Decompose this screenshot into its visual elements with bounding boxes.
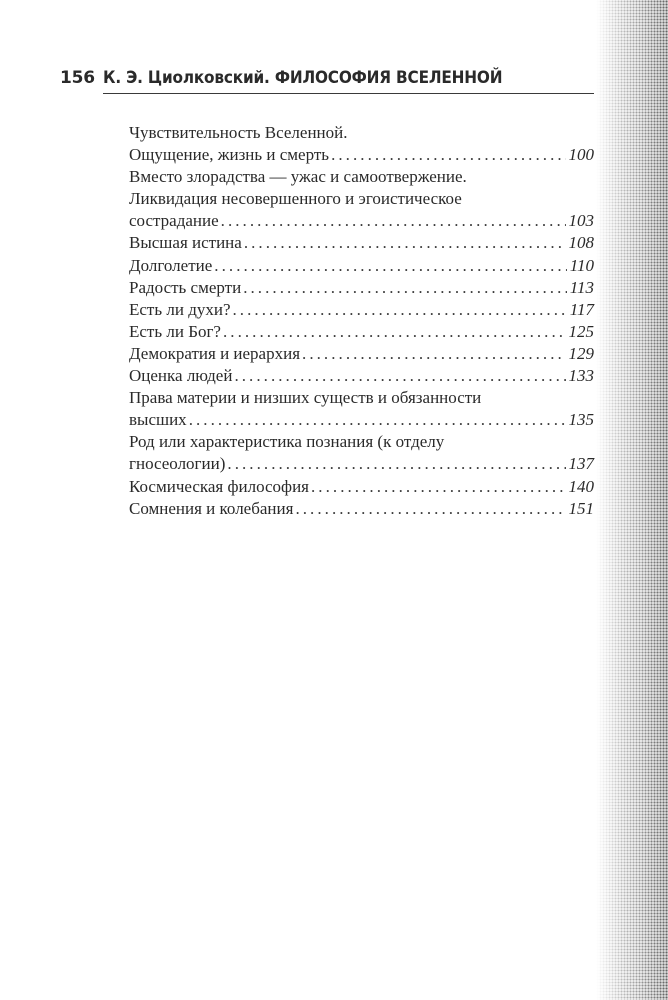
toc-line: Чувствительность Вселенной. (129, 123, 348, 142)
toc-entry-title: Оценка людей (129, 366, 233, 386)
leader-dots (243, 277, 567, 299)
leader-dots (223, 321, 566, 343)
toc-entry-title: Сомнения и колебания (129, 498, 294, 518)
toc-page-number: 100 (568, 145, 594, 165)
running-head-title: К. Э. Циолковский. ФИЛОСОФИЯ ВСЕЛЕННОЙ (103, 68, 503, 88)
leader-dots (189, 409, 566, 431)
toc-entry-title: Радость смерти (129, 277, 242, 297)
page-edge-halftone (596, 0, 668, 1000)
toc-entry-title: высших (129, 410, 187, 430)
toc-entry[interactable] (129, 476, 594, 498)
toc-line (129, 343, 594, 365)
leader-dots (221, 210, 566, 232)
toc-line: Ликвидация несовершенного и эгоистическое (129, 189, 462, 209)
toc-line (129, 144, 594, 166)
toc-entry[interactable] (129, 387, 594, 431)
toc-entry[interactable] (129, 321, 594, 343)
running-head (60, 68, 594, 98)
toc-entry-title: Ощущение, жизнь и смерть (129, 145, 330, 165)
toc-line: Права материи и низших существ и обязанности (129, 388, 482, 408)
leader-dots (331, 144, 565, 166)
toc-page-number: 103 (568, 211, 594, 231)
toc-entry[interactable] (129, 277, 594, 299)
toc-line (129, 321, 594, 343)
leader-dots (227, 453, 565, 475)
toc-page-number: 129 (568, 343, 594, 363)
toc-line (129, 277, 594, 299)
toc-page-number: 113 (569, 277, 594, 297)
toc-page-number: 110 (569, 255, 594, 275)
leader-dots (233, 299, 567, 321)
toc-entry-title: Высшая истина (129, 233, 242, 253)
toc-entry[interactable] (129, 431, 594, 475)
leader-dots (302, 343, 565, 365)
toc-line: Вместо злорадства — ужас и самоотвержение. (129, 167, 467, 187)
table-of-contents (129, 122, 594, 520)
toc-entry[interactable] (129, 166, 594, 232)
leader-dots (244, 232, 566, 254)
leader-dots (311, 476, 566, 498)
toc-page-number: 133 (568, 366, 594, 386)
toc-page-number: 135 (568, 410, 594, 430)
toc-page-number: 117 (569, 299, 594, 319)
toc-page-number: 108 (568, 233, 594, 253)
toc-entry-title: Долголетие (129, 255, 213, 275)
toc-line (129, 232, 594, 254)
toc-entry-title: гносеологии) (129, 454, 226, 474)
toc-page-number: 151 (568, 498, 594, 518)
leader-dots (214, 255, 566, 277)
page-number: 156 (60, 68, 95, 88)
toc-entry[interactable] (129, 365, 594, 387)
toc-entry-title: Космическая философия (129, 476, 309, 496)
toc-line (129, 210, 594, 232)
toc-entry[interactable] (129, 299, 594, 321)
toc-line (129, 476, 594, 498)
toc-entry[interactable] (129, 122, 594, 166)
toc-entry[interactable] (129, 232, 594, 254)
toc-line (129, 255, 594, 277)
toc-entry[interactable] (129, 498, 594, 520)
toc-entry[interactable] (129, 343, 594, 365)
toc-entry-title: Есть ли духи? (129, 299, 231, 319)
toc-page-number: 125 (568, 321, 594, 341)
leader-dots (234, 365, 565, 387)
toc-line (129, 453, 594, 475)
toc-entry-title: Демократия и иерархия (129, 343, 301, 363)
toc-line: Род или характеристика познания (к отделу (129, 432, 445, 452)
header-rule (103, 93, 594, 94)
toc-entry[interactable] (129, 255, 594, 277)
toc-line (129, 498, 594, 520)
toc-line (129, 365, 594, 387)
toc-page-number: 140 (568, 476, 594, 496)
toc-page-number: 137 (568, 454, 594, 474)
toc-entry-title: сострадание (129, 211, 219, 231)
toc-line (129, 409, 594, 431)
toc-entry-title: Есть ли Бог? (129, 321, 221, 341)
toc-line (129, 299, 594, 321)
leader-dots (295, 498, 565, 520)
